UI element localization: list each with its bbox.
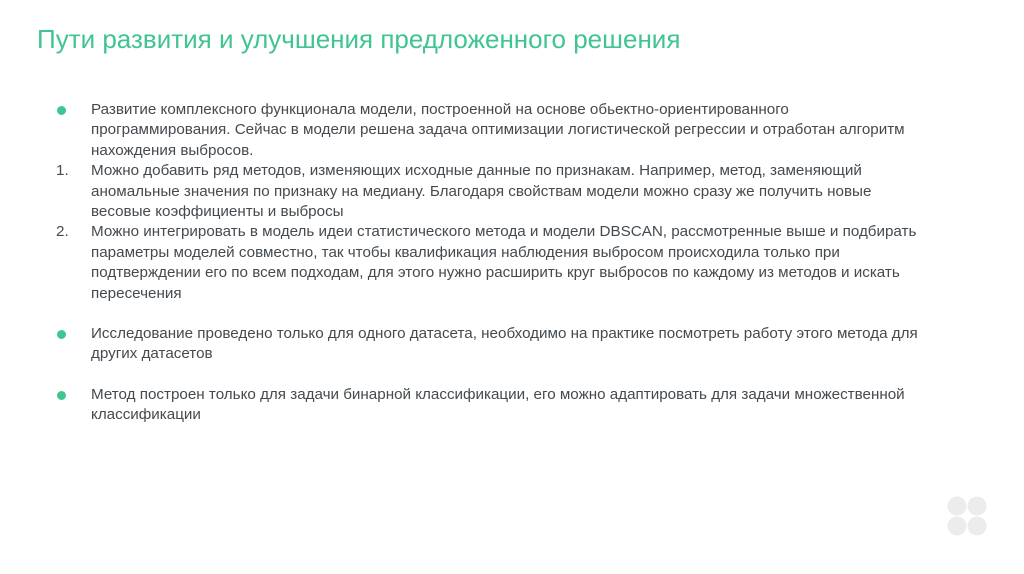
list-number: 1. [56, 162, 69, 180]
list-item-text: Исследование проведено только для одного датасета, необходимо на практике посмотреть работу этого метода для других датасетов [91, 325, 918, 363]
list-item-text: Развитие комплексного функционала модели, построенной на основе обьектно-ориентированного программирования. Сейчас в модели решена задача оптимизации логистической регрессии и отработан алгоритм нахождения выбросов. [91, 101, 905, 159]
slide-title: Пути развития и улучшения предложенного решения [37, 24, 681, 54]
list-item-text: Можно добавить ряд методов, изменяющих исходные данные по признакам. Например, метод, заменяющий аномальные значения по признаку на медиану. Благодаря свойствам модели можно сразу же получить новые весовые коэффициенты и выбросы [91, 162, 872, 221]
list-item [56, 324, 926, 365]
list-item [56, 161, 926, 222]
list-item [56, 385, 926, 426]
list-number: 2. [56, 223, 69, 241]
spacer [56, 304, 926, 324]
bullet-dot-icon [57, 106, 66, 115]
spacer [56, 365, 926, 385]
four-circles-logo-icon [946, 495, 988, 537]
list-item-text: Можно интегрировать в модель идеи статистического метода и модели DBSCAN, рассмотренные выше и подбирать параметры моделей совместно, так чтобы квалификация наблюдения выбросом происходила только при подтверждении его по всем подходам, для этого нужно расширить круг выбросов по каждому из методов и искать пересечения [91, 223, 917, 302]
list-item-text: Метод построен только для задачи бинарной классификации, его можно адаптировать для задачи множественной классификации [91, 385, 905, 424]
bullet-dot-icon [57, 330, 66, 339]
bullet-dot-icon [57, 391, 66, 400]
slide-content [56, 100, 926, 426]
list-item [56, 222, 926, 304]
list-item [56, 100, 926, 161]
